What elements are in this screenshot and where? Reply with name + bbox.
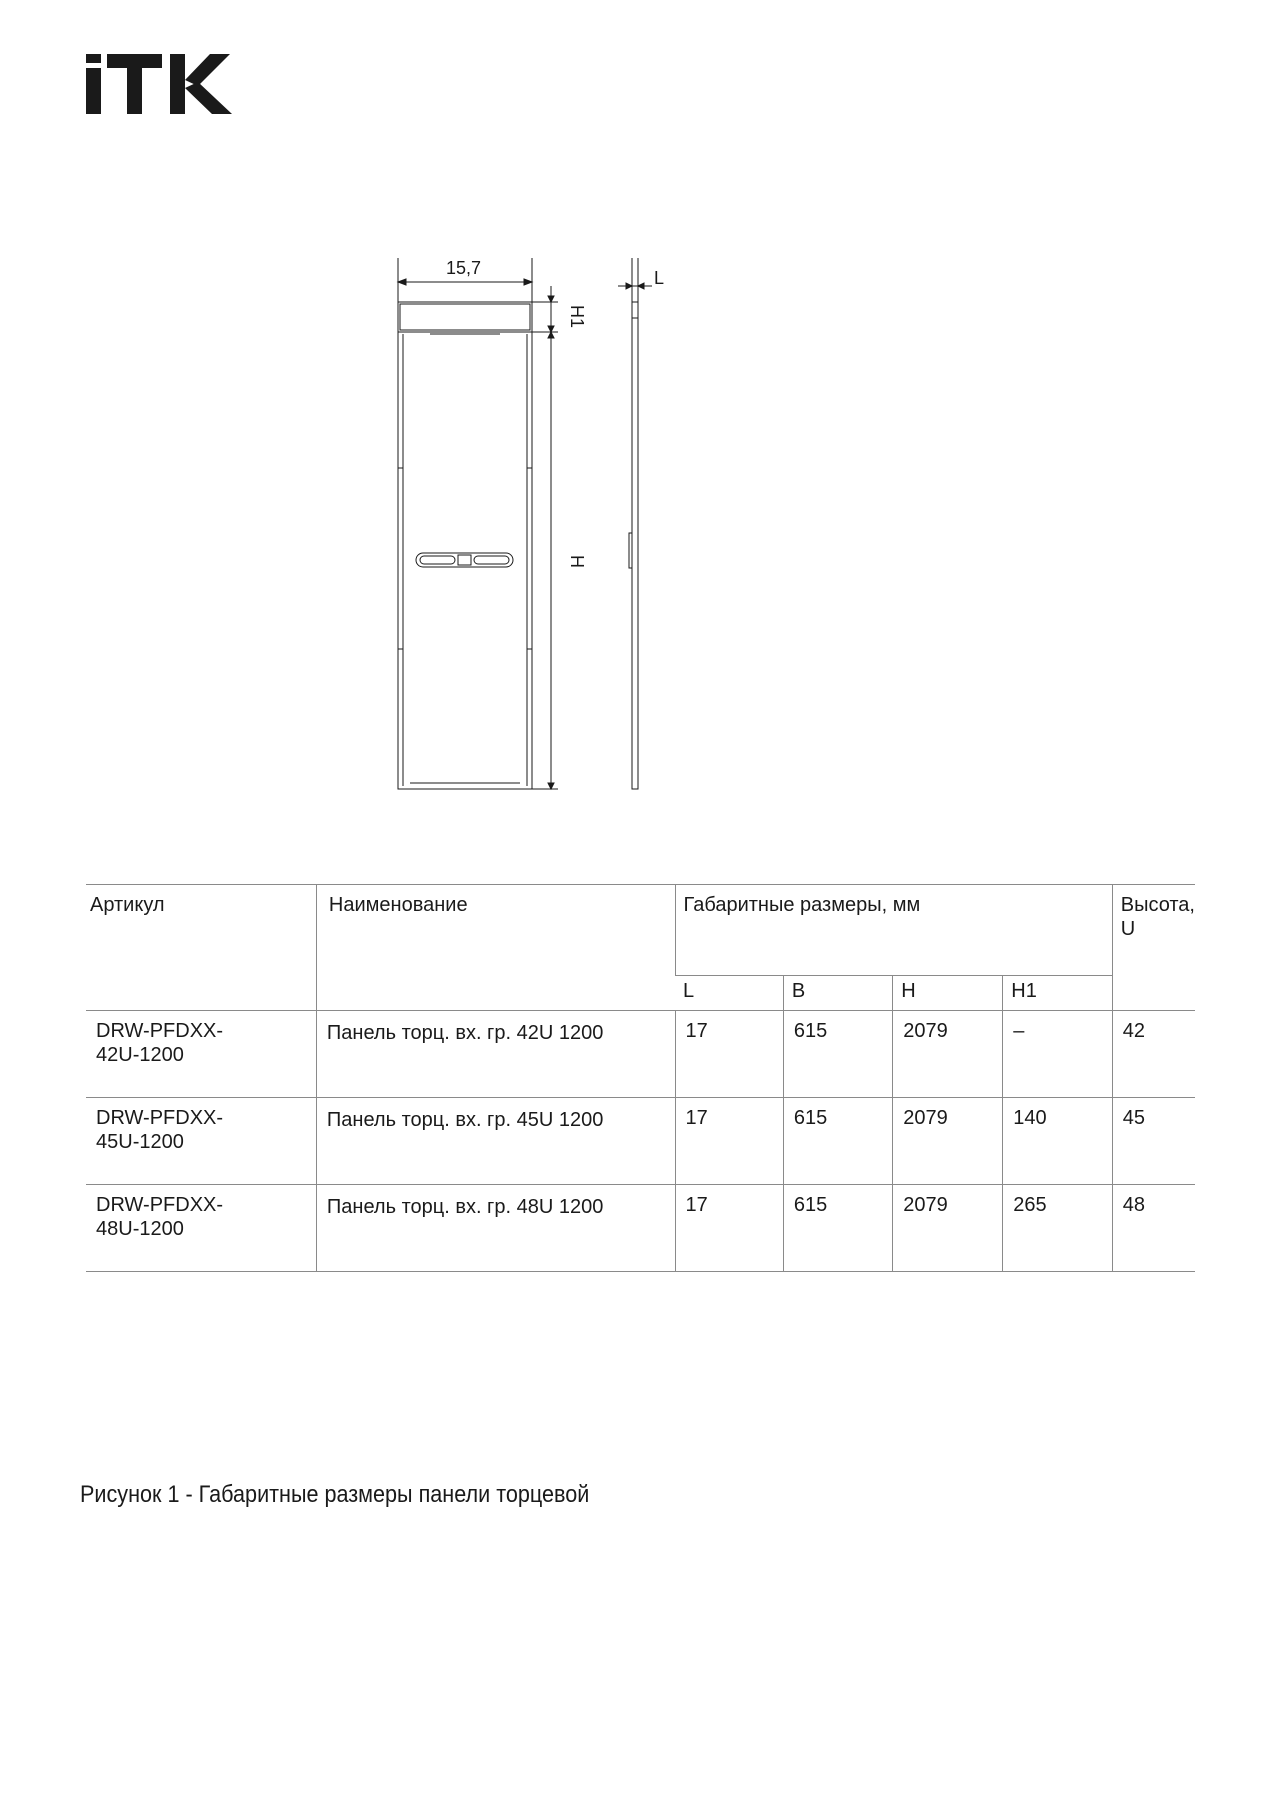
header-article: Артикул <box>86 885 316 1011</box>
table-row <box>86 1011 1195 1098</box>
cell-l: 17 <box>675 1185 783 1272</box>
cell-u: 42 <box>1112 1011 1195 1098</box>
itk-logo <box>86 54 246 118</box>
cell-name: Панель торц. вх. гр. 45U 1200 <box>316 1098 675 1185</box>
cell-h: 2079 <box>893 1011 1003 1098</box>
cell-l: 17 <box>675 1098 783 1185</box>
cell-b: 615 <box>783 1098 892 1185</box>
header-b: B <box>783 976 892 1011</box>
table-row <box>86 1185 1195 1272</box>
header-height: Высота, U <box>1112 885 1195 1011</box>
cell-name: Панель торц. вх. гр. 42U 1200 <box>316 1011 675 1098</box>
header-h1: H1 <box>1003 976 1112 1011</box>
cell-h1: 140 <box>1003 1098 1112 1185</box>
l-dimension-label: L <box>654 268 665 288</box>
cell-u: 48 <box>1112 1185 1195 1272</box>
h-dimension-label: H <box>567 555 587 568</box>
cell-h: 2079 <box>893 1185 1003 1272</box>
itk-logo-icon <box>86 54 246 118</box>
cell-article: DRW-PFDXX- 42U-1200 <box>86 1011 316 1098</box>
cell-b: 615 <box>783 1011 892 1098</box>
figure-caption: Рисунок 1 - Габаритные размеры панели торцевой <box>80 1481 590 1508</box>
panel-drawing <box>380 250 700 810</box>
table-row <box>86 1098 1195 1185</box>
cell-h1: 265 <box>1003 1185 1112 1272</box>
cell-u: 45 <box>1112 1098 1195 1185</box>
cell-article: DRW-PFDXX- 48U-1200 <box>86 1185 316 1272</box>
header-l: L <box>675 976 783 1011</box>
header-name: Наименование <box>316 885 675 1011</box>
header-dimensions: Габаритные размеры, мм <box>675 885 1112 976</box>
cell-name: Панель торц. вх. гр. 48U 1200 <box>316 1185 675 1272</box>
cell-b: 615 <box>783 1185 892 1272</box>
cell-article: DRW-PFDXX- 45U-1200 <box>86 1098 316 1185</box>
cell-h: 2079 <box>893 1098 1003 1185</box>
dimensions-table <box>86 884 1195 1272</box>
header-h: H <box>893 976 1003 1011</box>
cell-h1: – <box>1003 1011 1112 1098</box>
cell-l: 17 <box>675 1011 783 1098</box>
h1-dimension-label: H1 <box>567 305 587 329</box>
width-dimension-label: 15,7 <box>446 258 482 278</box>
